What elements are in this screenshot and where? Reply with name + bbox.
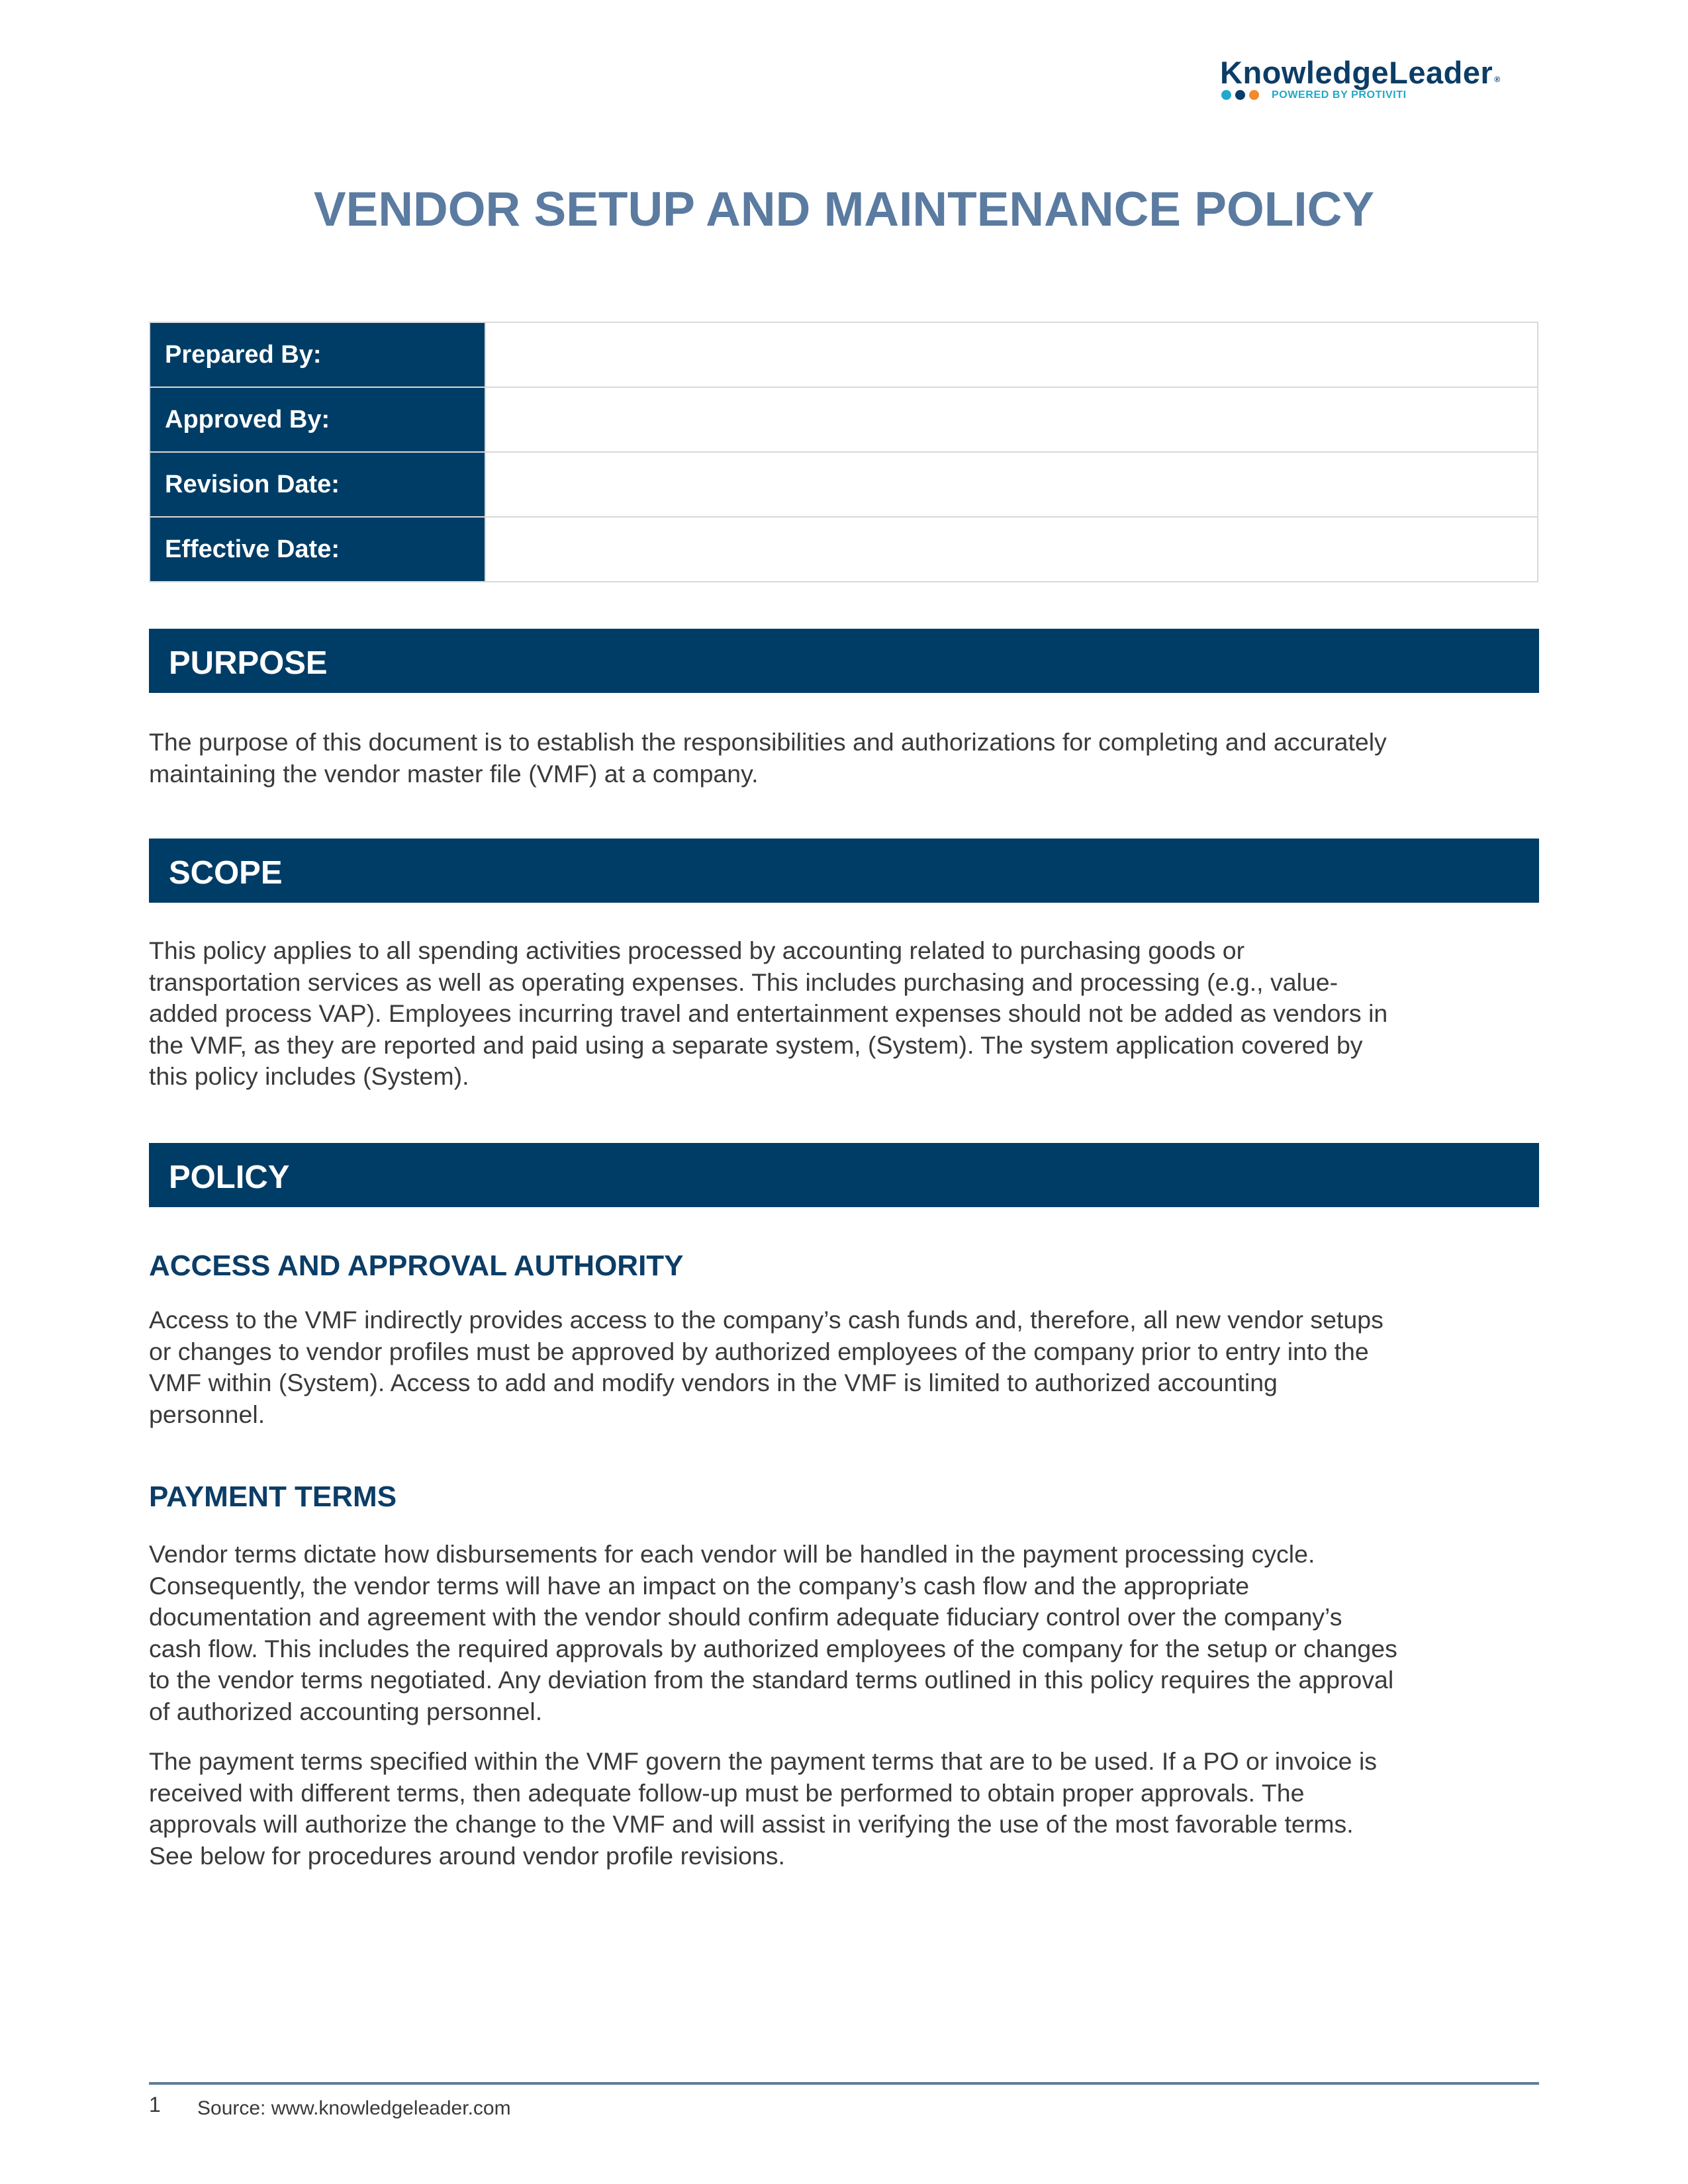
payment-terms-paragraph-2: [149, 1746, 1546, 1872]
paragraph-line: documentation and agreement with the vendor should confirm adequate fiduciary control over the company’s: [149, 1603, 1342, 1631]
logo-wordmark-text: KnowledgeLeader: [1220, 55, 1493, 90]
registered-mark: ®: [1494, 75, 1501, 84]
scope-paragraph: [149, 935, 1546, 1093]
paragraph-line: this policy includes (System).: [149, 1062, 469, 1091]
logo-dots: [1221, 90, 1259, 101]
approved-by-field[interactable]: [485, 387, 1538, 452]
dot-orange-icon: [1249, 90, 1259, 100]
page-number: 1: [149, 2093, 161, 2116]
footer-source: Source: www.knowledgeleader.com: [197, 2097, 511, 2119]
paragraph-line: the VMF, as they are reported and paid using a separate system, (System). The system application covered by: [149, 1030, 1363, 1059]
paragraph-line: of authorized accounting personnel.: [149, 1697, 543, 1725]
revision-date-label: Revision Date:: [150, 452, 485, 517]
paragraph-line: cash flow. This includes the required approvals by authorized employees of the company for the setup or changes: [149, 1634, 1397, 1662]
paragraph-line: See below for procedures around vendor profile revisions.: [149, 1841, 785, 1870]
paragraph-line: to the vendor terms negotiated. Any deviation from the standard terms outlined in this policy requires the approval: [149, 1666, 1394, 1694]
payment-terms-paragraph-1: [149, 1539, 1546, 1728]
logo-tagline: POWERED BY PROTIVITI: [1272, 89, 1407, 101]
logo-wordmark: [1220, 54, 1501, 91]
approved-by-label: Approved By:: [150, 387, 485, 452]
access-approval-subheading: ACCESS AND APPROVAL AUTHORITY: [149, 1250, 684, 1282]
paragraph-line: maintaining the vendor master file (VMF) at a company.: [149, 759, 759, 788]
purpose-paragraph: [149, 727, 1546, 790]
access-approval-paragraph: [149, 1304, 1546, 1430]
table-row: [150, 452, 1538, 517]
document-title: VENDOR SETUP AND MAINTENANCE POLICY: [313, 183, 1375, 236]
paragraph-line: or changes to vendor profiles must be approved by authorized employees of the company prior to entry into the: [149, 1337, 1369, 1365]
paragraph-line: added process VAP). Employees incurring travel and entertainment expenses should not be added as vendors in: [149, 999, 1388, 1028]
revision-date-field[interactable]: [485, 452, 1538, 517]
table-row: [150, 322, 1538, 387]
paragraph-line: Access to the VMF indirectly provides access to the company’s cash funds and, therefore, all new vendor setups: [149, 1306, 1383, 1334]
prepared-by-label: Prepared By:: [150, 322, 485, 387]
table-row: [150, 387, 1538, 452]
payment-terms-subheading: PAYMENT TERMS: [149, 1480, 397, 1513]
purpose-section-header: PURPOSE: [149, 629, 1539, 693]
paragraph-line: Consequently, the vendor terms will have an impact on the company’s cash flow and the appropriate: [149, 1571, 1250, 1600]
paragraph-line: Vendor terms dictate how disbursements for each vendor will be handled in the payment processing cycle.: [149, 1540, 1315, 1568]
dot-teal-icon: [1221, 90, 1231, 100]
knowledgeleader-logo: [1220, 54, 1538, 127]
document-info-table: [149, 322, 1538, 582]
paragraph-line: The purpose of this document is to establish the responsibilities and authorizations for completing and accurately: [149, 728, 1387, 756]
prepared-by-field[interactable]: [485, 322, 1538, 387]
dot-navy-icon: [1235, 90, 1245, 100]
paragraph-line: personnel.: [149, 1400, 265, 1428]
effective-date-field[interactable]: [485, 517, 1538, 582]
paragraph-line: transportation services as well as operating expenses. This includes purchasing and processing (e.g., value-: [149, 968, 1338, 996]
paragraph-line: received with different terms, then adequate follow-up must be performed to obtain proper approvals. The: [149, 1778, 1305, 1807]
paragraph-line: This policy applies to all spending activities processed by accounting related to purchasing goods or: [149, 936, 1245, 964]
footer-divider: [149, 2082, 1539, 2085]
table-row: [150, 517, 1538, 582]
policy-section-header: POLICY: [149, 1143, 1539, 1207]
scope-section-header: SCOPE: [149, 839, 1539, 903]
paragraph-line: The payment terms specified within the VMF govern the payment terms that are to be used. If a PO or invoice is: [149, 1747, 1378, 1775]
effective-date-label: Effective Date:: [150, 517, 485, 582]
paragraph-line: VMF within (System). Access to add and modify vendors in the VMF is limited to authorized accounting: [149, 1369, 1278, 1397]
paragraph-line: approvals will authorize the change to the VMF and will assist in verifying the use of the most favorable terms.: [149, 1810, 1354, 1839]
